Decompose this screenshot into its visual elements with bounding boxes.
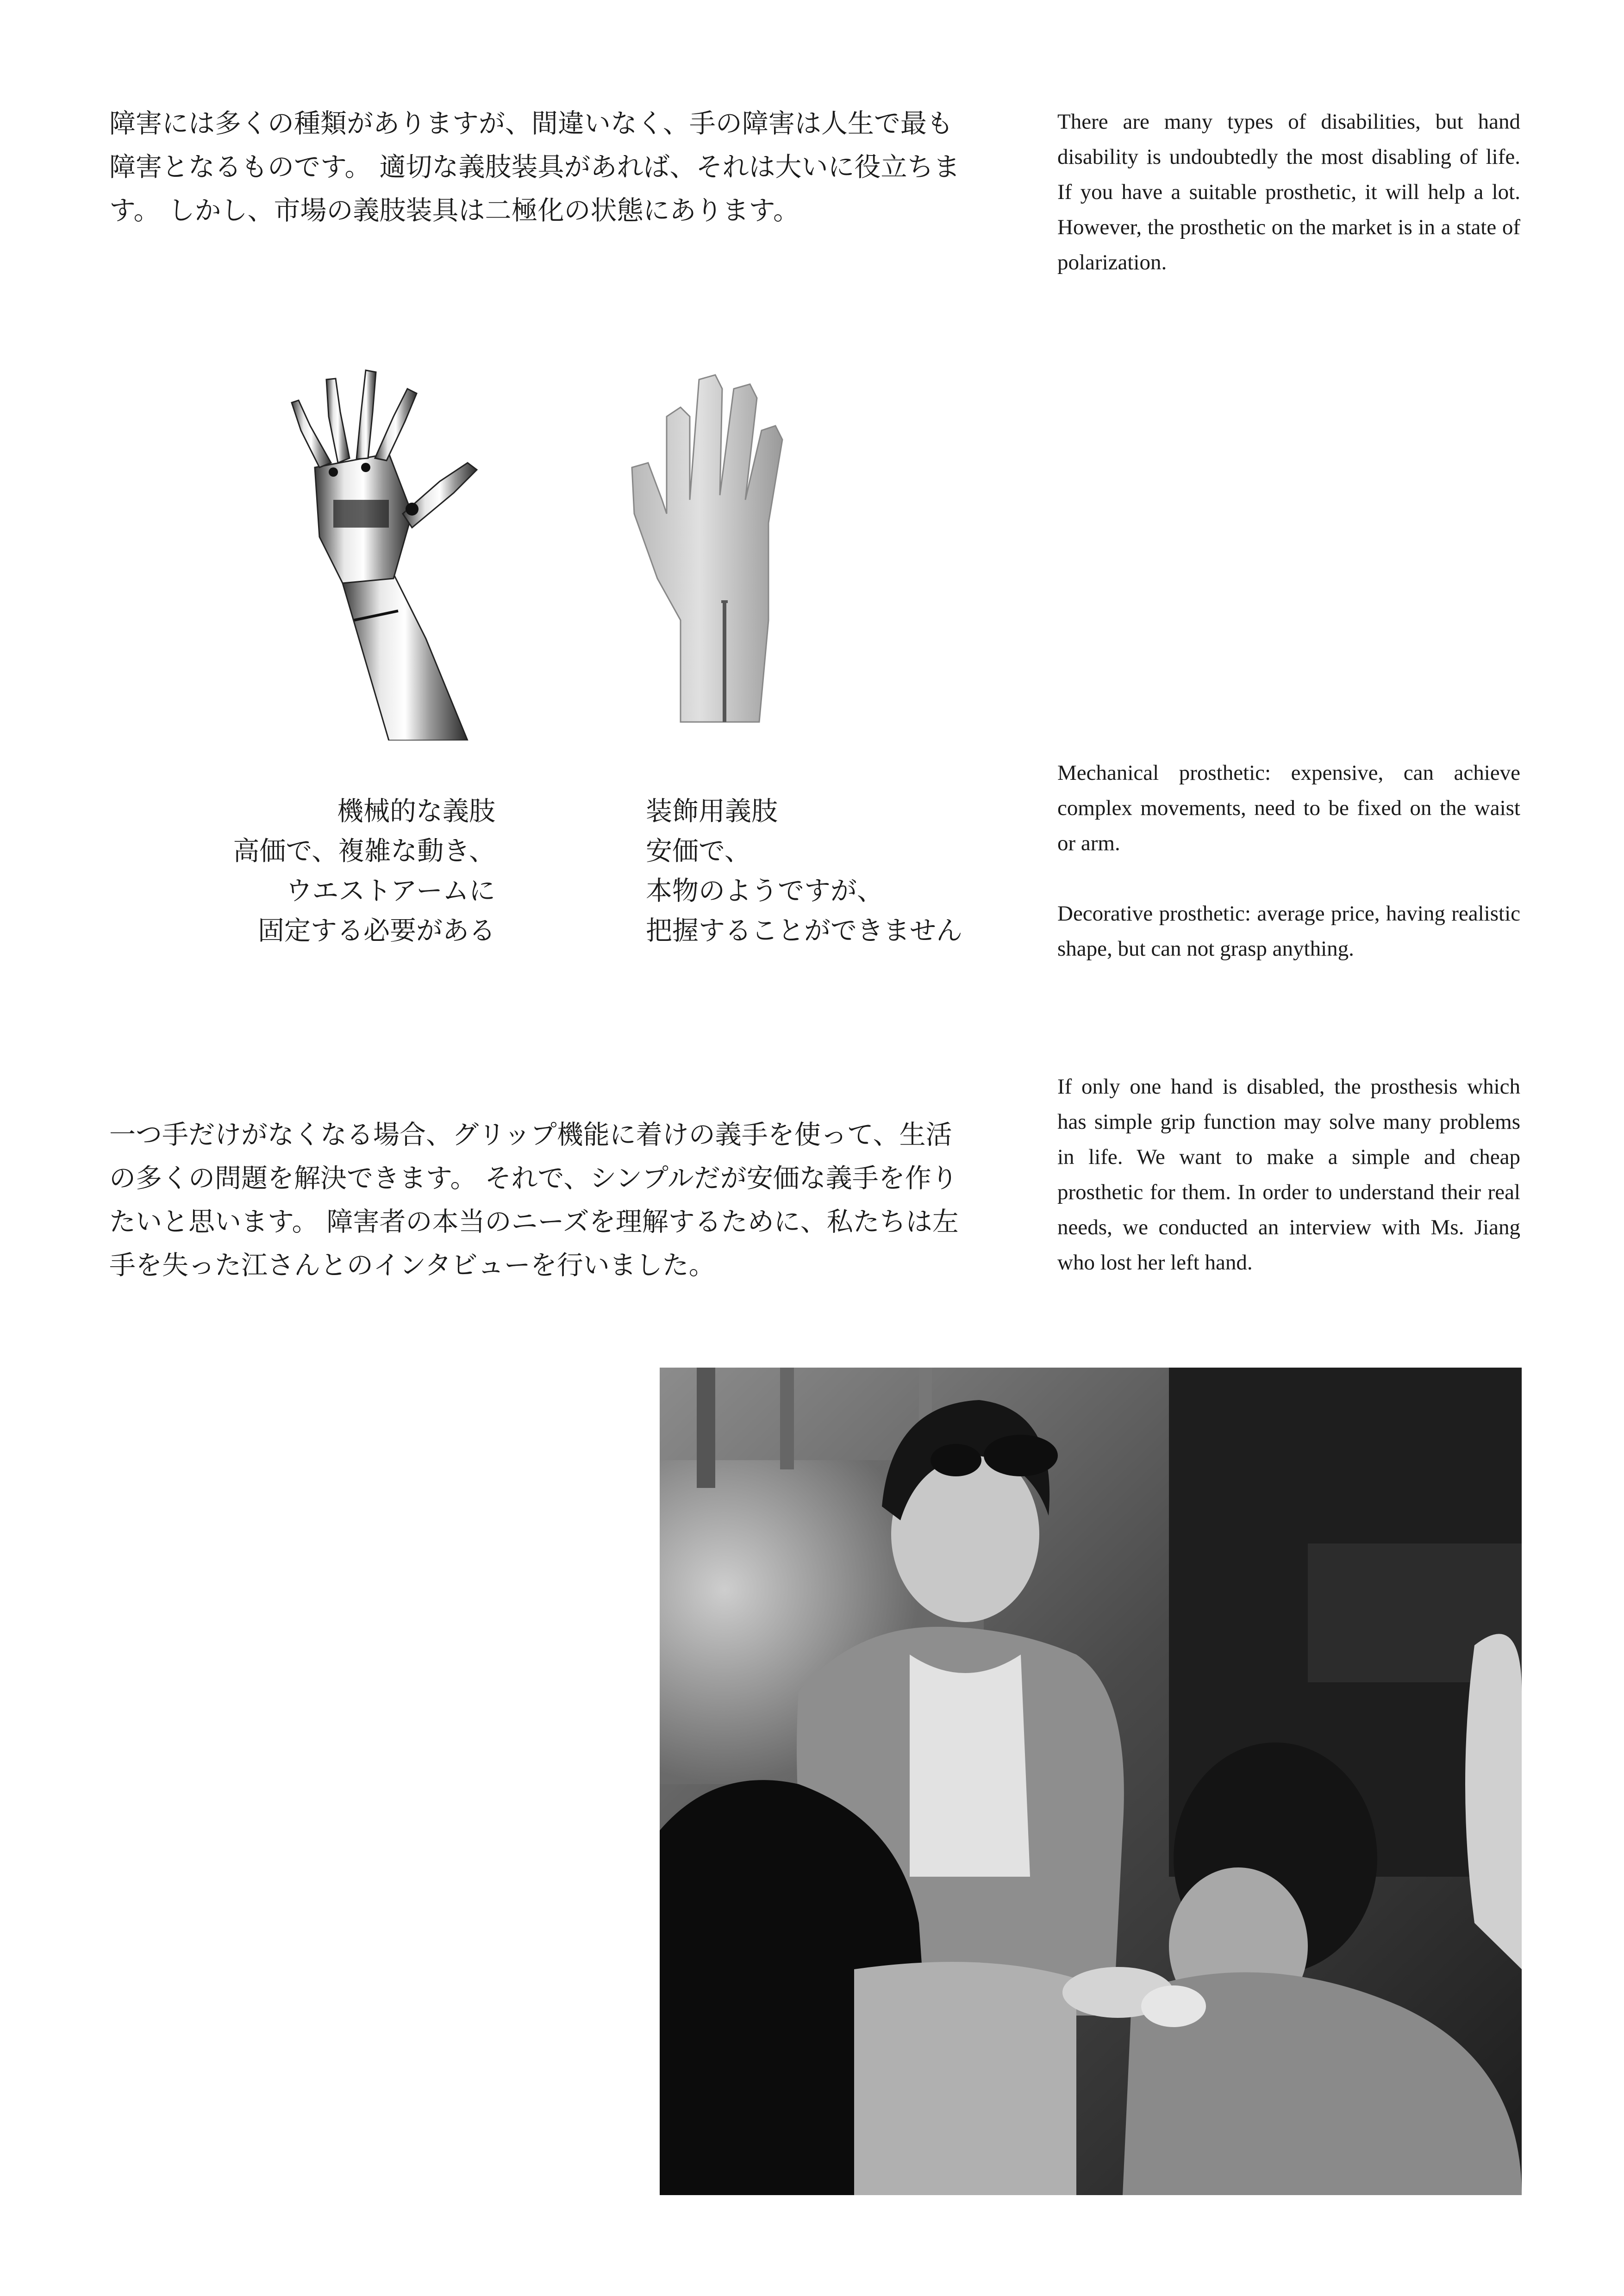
interview-en-paragraph: [1057, 1069, 1520, 1280]
decorative-caption-line: 安価で、: [646, 836, 751, 866]
mechanical-caption-line: 固定する必要がある: [258, 915, 495, 946]
paragraph-spacer: [1057, 861, 1520, 896]
mechanical-en-text: Mechanical prosthetic: expensive, can achieve complex movements, need to be fixed on the waist or arm.: [1057, 761, 1520, 855]
mechanical-caption-line: ウエストアームに: [286, 876, 495, 906]
decorative-caption-line: 本物のようですが、: [646, 876, 883, 906]
intro-jp-line: す。 しかし、市場の義肢装具は二極化の状態にあります。: [109, 195, 800, 226]
interview-jp-line: の多くの問題を解決できます。 それで、シンプルだが安価な義手を作り: [109, 1163, 958, 1194]
comparison-en-paragraph: [1057, 755, 1520, 966]
decorative-en-text: Decorative prosthetic: average price, having realistic shape, but can not grasp anything.: [1057, 902, 1520, 961]
mechanical-caption-line: 機械的な義肢: [337, 796, 495, 827]
decorative-caption-line: 把握することができません: [646, 915, 962, 946]
decorative-caption-line: 装飾用義肢: [646, 796, 778, 827]
interview-jp-line: 一つ手だけがなくなる場合、グリップ機能に着けの義手を使って、生活: [109, 1120, 952, 1150]
interview-jp-paragraph: [109, 1113, 989, 1287]
interview-en-text: If only one hand is disabled, the prosthesis which has simple grip function may solve many problems in life. We want to make a simple and cheap prosthetic for them. In order to understand their real needs, we conducted an interview with Ms. Jiang who lost her left hand.: [1057, 1075, 1520, 1275]
interview-jp-line: 手を失った江さんとのインタビューを行いました。: [109, 1250, 715, 1281]
intro-jp-paragraph: [109, 102, 989, 232]
interview-jp-line: たいと思います。 障害者の本当のニーズを理解するために、私たちは左: [109, 1207, 959, 1237]
robotic-hand-icon: [273, 361, 518, 740]
decorative-caption: [646, 791, 1016, 951]
interview-photo: [660, 1368, 1522, 2195]
mechanical-caption: [204, 791, 495, 951]
intro-jp-line: 障害となるものです。 適切な義肢装具があれば、それは大いに役立ちま: [109, 152, 960, 182]
intro-en-text: There are many types of disabilities, but hand disability is undoubtedly the most disabling of life. If you have a suitable prosthetic, it will help a lot. However, the prosthetic on the market is in a state of polarization.: [1057, 110, 1520, 274]
cosmetic-hand-icon: [630, 361, 801, 731]
mechanical-caption-line: 高価で、複雑な動き、: [233, 836, 495, 866]
intro-en-paragraph: [1057, 104, 1520, 280]
intro-jp-line: 障害には多くの種類がありますが、間違いなく、手の障害は人生で最も: [109, 108, 953, 139]
